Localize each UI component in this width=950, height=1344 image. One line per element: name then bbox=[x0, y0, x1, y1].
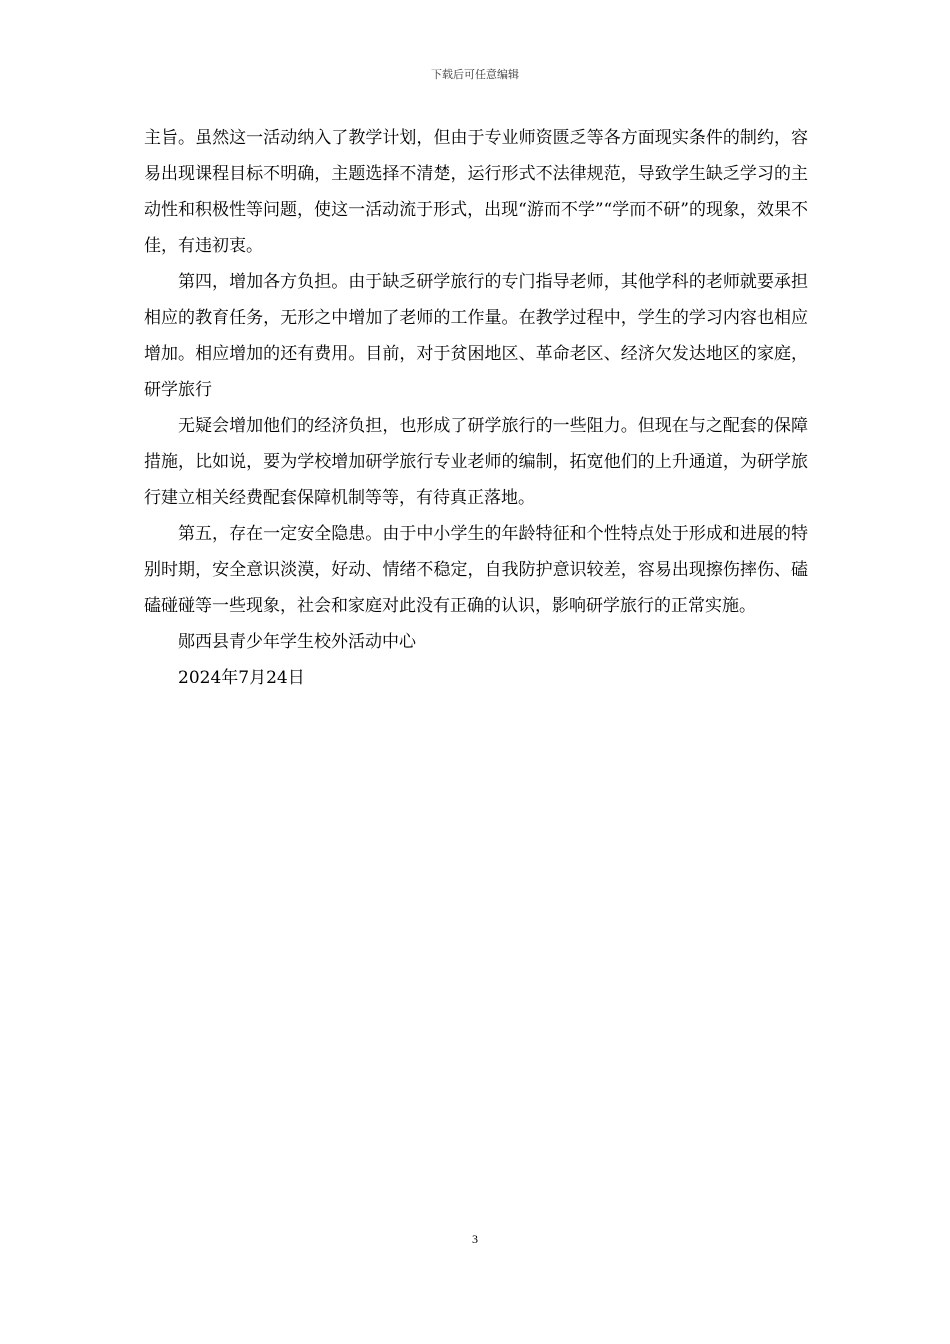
paragraph-fourth-point: 第四，增加各方负担。由于缺乏研学旅行的专门指导老师，其他学科的老师就要承担相应的教育任务，无形之中增加了老师的工作量。在教学过程中，学生的学习内容也相应增加。相应增加的还有费用。目前，对于贫困地区、革命老区、经济欠发达地区的家庭，研学旅行 bbox=[144, 272, 808, 400]
signature-organization: 郧西县青少年学生校外活动中心 bbox=[178, 632, 416, 652]
page-header: 下载后可任意编辑 bbox=[431, 68, 519, 81]
paragraph-fourth-continued: 无疑会增加他们的经济负担，也形成了研学旅行的一些阻力。但现在与之配套的保障措施，比如说，要为学校增加研学旅行专业老师的编制，拓宽他们的上升通道，为研学旅行建立相关经费配套保障机制等等，有待真正落地。 bbox=[144, 416, 808, 508]
signature-date: 2024年7月24日 bbox=[178, 668, 305, 688]
document-body bbox=[144, 120, 808, 696]
paragraph-fifth-point: 第五，存在一定安全隐患。由于中小学生的年龄特征和个性特点处于形成和进展的特别时期，安全意识淡漠，好动、情绪不稳定，自我防护意识较差，容易出现擦伤摔伤、磕磕碰碰等一些现象，社会和家庭对此没有正确的认识，影响研学旅行的正常实施。 bbox=[144, 524, 808, 616]
paragraph-continuation: 主旨。虽然这一活动纳入了教学计划，但由于专业师资匮乏等各方面现实条件的制约，容易出现课程目标不明确，主题选择不清楚，运行形式不法律规范，导致学生缺乏学习的主动性和积极性等问题，使这一活动流于形式，出现“游而不学”“学而不研”的现象，效果不佳，有违初衷。 bbox=[144, 128, 808, 256]
page-number: 3 bbox=[472, 1232, 478, 1246]
